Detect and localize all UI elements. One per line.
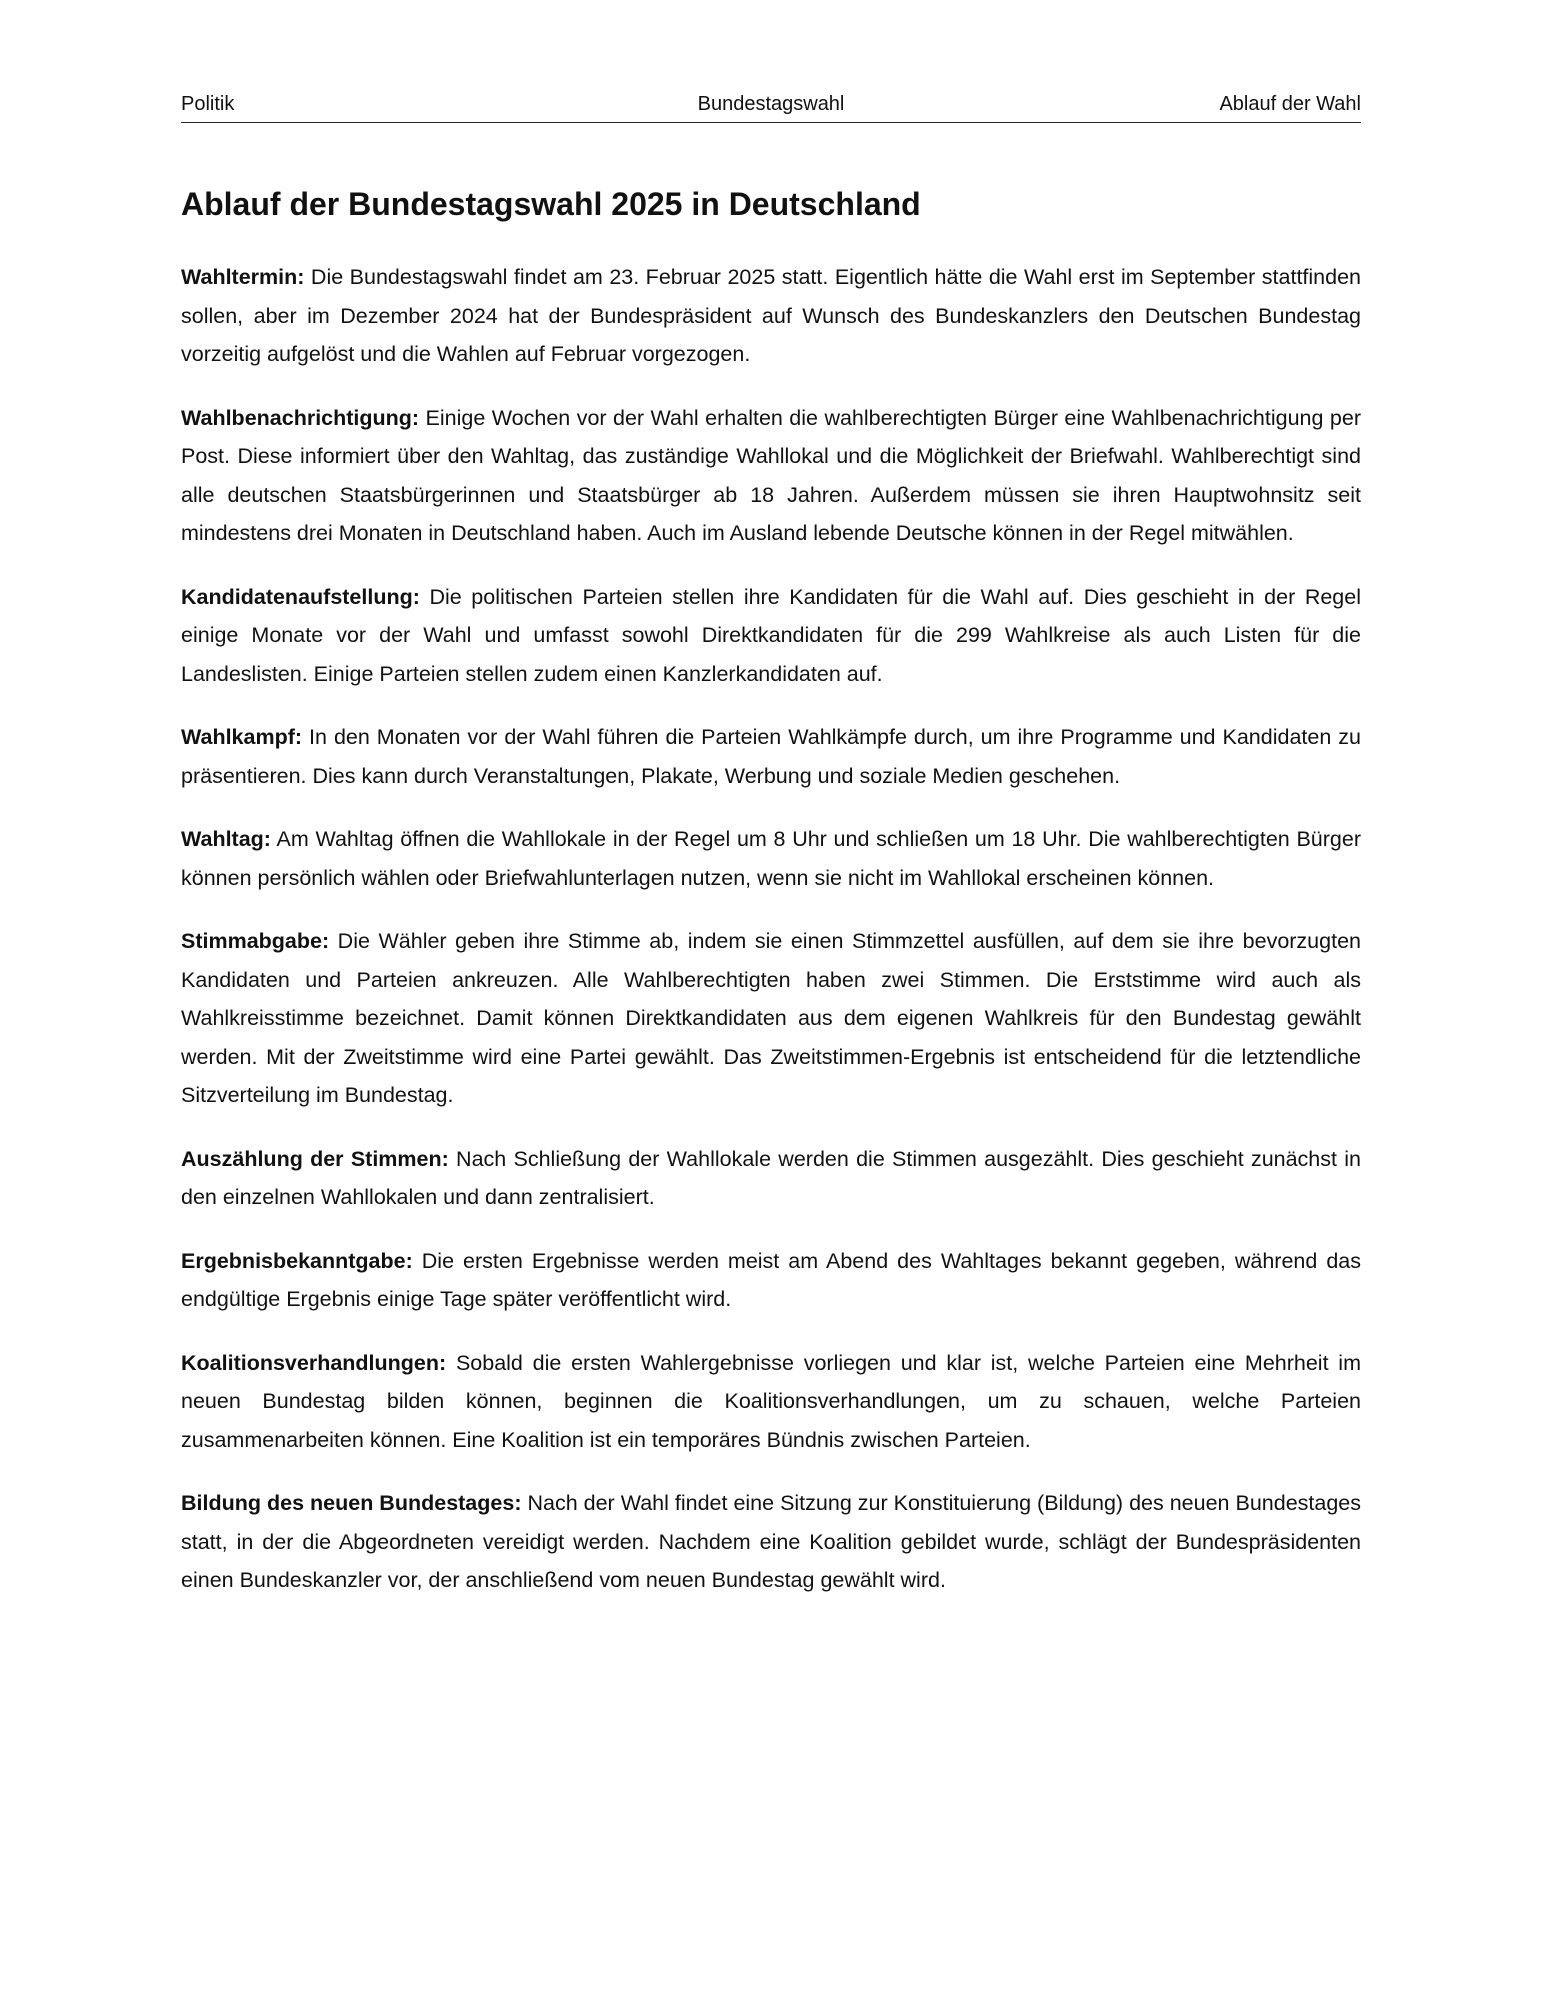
paragraph-ergebnisbekanntgabe [181,1242,1361,1319]
paragraph-text: Die ersten Ergebnisse werden meist am Abend des Wahltages bekannt gegeben, während das endgültige Ergebnis einige Tage später veröffentlicht wird. [181,1248,1361,1311]
paragraph-text: Die Bundestagswahl findet am 23. Februar 2025 statt. Eigentlich hätte die Wahl erst im September stattfinden sollen, aber im Dezember 2024 hat der Bundespräsident auf Wunsch des Bundeskanzlers den Deutschen Bundestag vorzeitig aufgelöst und die Wahlen auf Februar vorgezogen. [181,265,1361,366]
header-left: Politik [181,93,235,115]
paragraph-kandidatenaufstellung [181,578,1361,694]
paragraph-koalitionsverhandlungen [181,1344,1361,1460]
paragraph-bildung-bundestag [181,1484,1361,1600]
paragraph-text: Die politischen Parteien stellen ihre Kandidaten für die Wahl auf. Dies geschieht in der Regel einige Monate vor der Wahl und umfasst sowohl Direktkandidaten für die 299 Wahlkreise als auch Listen für die Landeslisten. Einige Parteien stellen zudem einen Kanzlerkandidaten auf. [181,584,1361,686]
page-title: Ablauf der Bundestagswahl 2025 in Deutschland [181,186,921,222]
paragraph-wahltag [181,820,1361,897]
paragraph-text: Sobald die ersten Wahlergebnisse vorliegen und klar ist, welche Parteien eine Mehrheit im neuen Bundestag bilden können, beginnen die Koalitionsverhandlungen, um zu schauen, welche Parteien zusammenarbeiten können. Eine Koalition ist ein temporäres Bündnis zwischen Parteien. [181,1350,1361,1452]
paragraph-auszaehlung [181,1140,1361,1217]
term-label: Auszählung der Stimmen: [181,1146,449,1171]
paragraph-text: Nach der Wahl findet eine Sitzung zur Konstituierung (Bildung) des neuen Bundestages statt, in der die Abgeordneten vereidigt werden. Nachdem eine Koalition gebildet wurde, schlägt der Bundespräsidenten einen Bundeskanzler vor, der anschließend vom neuen Bundestag gewählt wird. [181,1491,1361,1592]
term-label: Wahltag: [181,827,271,851]
term-label: Kandidatenaufstellung: [181,584,420,609]
paragraph-text: Nach Schließung der Wahllokale werden die Stimmen ausgezählt. Dies geschieht zunächst in den einzelnen Wahllokalen und dann zentralisiert. [181,1146,1361,1209]
term-label: Bildung des neuen Bundestages: [181,1491,522,1515]
term-label: Koalitionsverhandlungen: [181,1350,447,1375]
document-body [181,258,1361,1625]
page-header [181,92,1361,123]
paragraph-text: Einige Wochen vor der Wahl erhalten die wahlberechtigten Bürger eine Wahlbenachrichtigung per Post. Diese informiert über den Wahltag, das zuständige Wahllokal und die Möglichkeit der Briefwahl. Wahlberechtigt sind alle deutschen Staatsbürgerinnen und Staatsbürger ab 18 Jahren. Außerdem müssen sie ihren Hauptwohnsitz seit mindestens drei Monaten in Deutschland haben. Auch im Ausland lebende Deutsche können in der Regel mitwählen. [181,405,1361,545]
term-label: Wahltermin: [181,265,305,289]
paragraph-wahlbenachrichtigung [181,399,1361,553]
paragraph-text: Am Wahltag öffnen die Wahllokale in der Regel um 8 Uhr und schließen um 18 Uhr. Die wahlberechtigten Bürger können persönlich wählen oder Briefwahlunterlagen nutzen, wenn sie nicht im Wahllokal erscheinen können. [181,827,1361,890]
paragraph-stimmabgabe [181,922,1361,1115]
paragraph-text: In den Monaten vor der Wahl führen die Parteien Wahlkämpfe durch, um ihre Programme und Kandidaten zu präsentieren. Dies kann durch Veranstaltungen, Plakate, Werbung und soziale Medien geschehen. [181,725,1361,788]
paragraph-wahlkampf [181,718,1361,795]
term-label: Wahlbenachrichtigung: [181,405,420,430]
paragraph-wahltermin [181,258,1361,374]
header-center: Bundestagswahl [697,93,845,115]
paragraph-text: Die Wähler geben ihre Stimme ab, indem sie einen Stimmzettel ausfüllen, auf dem sie ihre bevorzugten Kandidaten und Parteien ankreuzen. Alle Wahlberechtigten haben zwei Stimmen. Die Erststimme wird auch als Wahlkreisstimme bezeichnet. Damit können Direktkandidaten aus dem eigenen Wahlkreis für den Bundestag gewählt werden. Mit der Zweitstimme wird eine Partei gewählt. Das Zweitstimmen-Ergebnis ist entscheidend für die letztendliche Sitzverteilung im Bundestag. [181,929,1361,1107]
term-label: Wahlkampf: [181,725,303,749]
term-label: Ergebnisbekanntgabe: [181,1248,413,1273]
header-right: Ablauf der Wahl [1219,93,1361,115]
term-label: Stimmabgabe: [181,929,330,953]
